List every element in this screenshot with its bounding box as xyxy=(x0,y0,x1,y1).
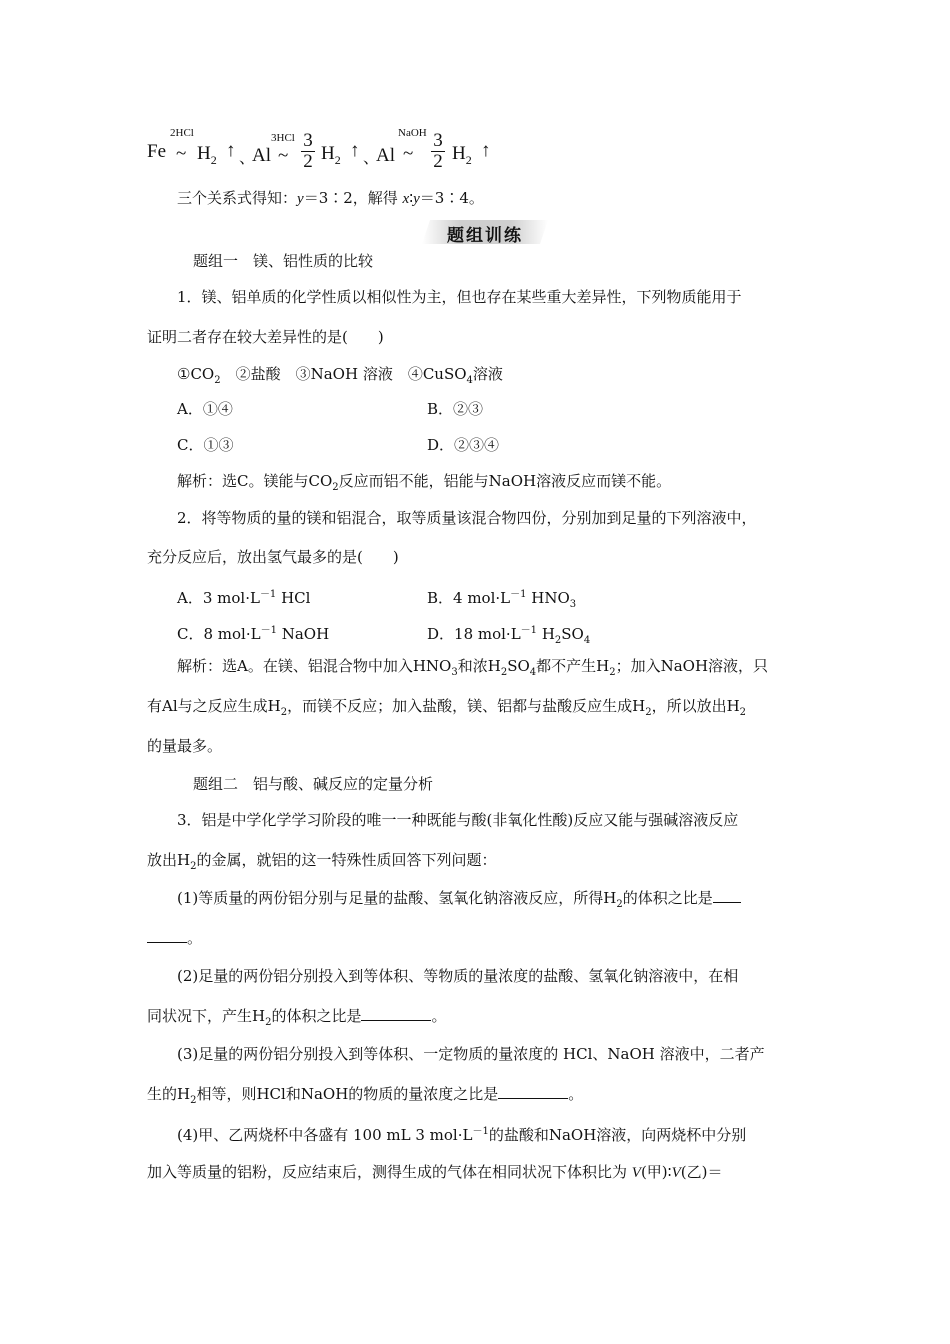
q3-part3-line2: 生的$H_2$相等，则HCl和NaOH的物质的量浓度之比是 。 xyxy=(147,1085,584,1106)
q1-options-row1 xyxy=(177,399,877,419)
q2-option-d[interactable]: D．18 $mol\cdot L^{-1}$ $H_2SO_4$ xyxy=(427,625,591,646)
q3-part1-blank[interactable] xyxy=(713,888,741,903)
formula-tilde: ~ xyxy=(403,143,414,164)
formula-h2: $H_2$ xyxy=(452,143,472,167)
formula-reagent-hcl: 2HCl xyxy=(170,127,194,139)
formula-al: Al xyxy=(376,145,395,166)
group2-heading: 题组二 铝与酸、碱反应的定量分析 xyxy=(193,775,434,793)
q3-part1-blank[interactable] xyxy=(147,928,187,943)
q2-answer-line1: 解析：选A。在镁、铝混合物中加入$HNO_3$和浓$H_2SO_4$都不产生$H_2$；加入NaOH溶液，只 xyxy=(177,657,769,678)
formula-reagent-3hcl: 3HCl xyxy=(271,132,295,144)
formula-sep: 、 xyxy=(239,150,256,167)
q2-line2: 充分反应后，放出氢气最多的是( ) xyxy=(147,548,399,566)
section-banner xyxy=(420,218,550,246)
q3-part3-blank[interactable] xyxy=(498,1084,568,1099)
formula-sep: 、 xyxy=(363,150,380,167)
q3-part4-line1: (4)甲、乙两烧杯中各盛有 100 mL 3 $mol\cdot L^{-1}$的盐酸和NaOH溶液，向两烧杯中分别 xyxy=(177,1126,747,1144)
q2-option-a[interactable]: A．3 $mol\cdot L^{-1}$ HCl xyxy=(177,589,311,607)
q1-options-row2 xyxy=(177,435,877,455)
q1-option-b[interactable]: B．②③ xyxy=(427,400,484,418)
q3-part1: (1)等质量的两份铝分别与足量的盐酸、氢氧化钠溶液反应，所得$H_2$的体积之比是 xyxy=(177,888,741,915)
q2-answer-line3: 的量最多。 xyxy=(147,737,223,755)
formula-fraction: $\frac{3}{2}$ xyxy=(431,131,445,172)
q1-option-a[interactable]: A．①④ xyxy=(177,400,233,418)
q2-line1: 2．将等物质的量的镁和铝混合，取等质量该混合物四份，分别加到足量的下列溶液中， xyxy=(177,509,757,527)
formula-al: Al xyxy=(252,145,271,166)
q1-answer: 解析：选C。镁能与$CO_2$反应而铝不能，铝能与NaOH溶液反应而镁不能。 xyxy=(177,472,672,493)
formula-tilde: ~ xyxy=(176,143,187,164)
q3-line2: 放出$H_2$的金属，就铝的这一特殊性质回答下列问题： xyxy=(147,851,497,872)
q1-items: $①CO_2$ ②盐酸 ③NaOH 溶液 ④CuSO$_4$溶液 xyxy=(177,365,503,386)
formula-reagent-naoh: NaOH xyxy=(398,127,427,139)
q3-line1: 3．铝是中学化学学习阶段的唯一一种既能与酸(非氧化性酸)反应又能与强碱溶液反应 xyxy=(177,811,739,829)
formula-h2: $H_2$ xyxy=(197,143,217,167)
q3-part4-line2: 加入等质量的铝粉，反应结束后，测得生成的气体在相同状况下体积比为 V(甲)∶V(乙)＝ xyxy=(147,1163,723,1181)
q2-options-row1 xyxy=(177,585,877,608)
formula-arrow: ↑ xyxy=(350,140,360,161)
q3-part3-line1: (3)足量的两份铝分别投入到等体积、一定物质的量浓度的 HCl、NaOH 溶液中，二者产 xyxy=(177,1045,765,1063)
banner-title: 题组训练 xyxy=(447,226,523,246)
formula-arrow: ↑ xyxy=(226,140,236,161)
q1-option-d[interactable]: D．②③④ xyxy=(427,436,500,454)
q2-answer-line2: 有Al与之反应生成$H_2$，而镁不反应；加入盐酸，镁、铝都与盐酸反应生成$H_2$，所以放出$H_2$ xyxy=(147,697,747,718)
q1-line2: 证明二者存在较大差异性的是( ) xyxy=(147,328,384,346)
q2-options-row2 xyxy=(177,621,877,644)
q1-line1: 1．镁、铝单质的化学性质以相似性为主，但也存在某些重大差异性，下列物质能用于 xyxy=(177,288,742,306)
q1-option-c[interactable]: C．①③ xyxy=(177,436,234,454)
q3-part2-line2: 同状况下，产生$H_2$的体积之比是 。 xyxy=(147,1007,447,1028)
group1-heading: 题组一 镁、铝性质的比较 xyxy=(193,252,374,270)
formula-h2: $H_2$ xyxy=(321,143,341,167)
summary-line: 三个关系式得知：y＝3∶2，解得 x∶y＝3∶4。 xyxy=(177,189,484,207)
q2-option-b[interactable]: B．4 $mol\cdot L^{-1}$ $HNO_3$ xyxy=(427,589,577,610)
formula-arrow: ↑ xyxy=(481,140,491,161)
formula-fe: Fe xyxy=(147,141,166,162)
q3-part1-continued: 。 xyxy=(147,928,202,948)
q2-option-c[interactable]: C．8 $mol\cdot L^{-1}$ NaOH xyxy=(177,625,330,643)
q3-part2-line1: (2)足量的两份铝分别投入到等体积、等物质的量浓度的盐酸、氢氧化钠溶液中，在相 xyxy=(177,967,739,985)
q3-part2-blank[interactable] xyxy=(361,1006,431,1021)
formula-fraction: $\frac{3}{2}$ xyxy=(301,131,315,172)
formula-tilde: ~ xyxy=(278,145,289,166)
